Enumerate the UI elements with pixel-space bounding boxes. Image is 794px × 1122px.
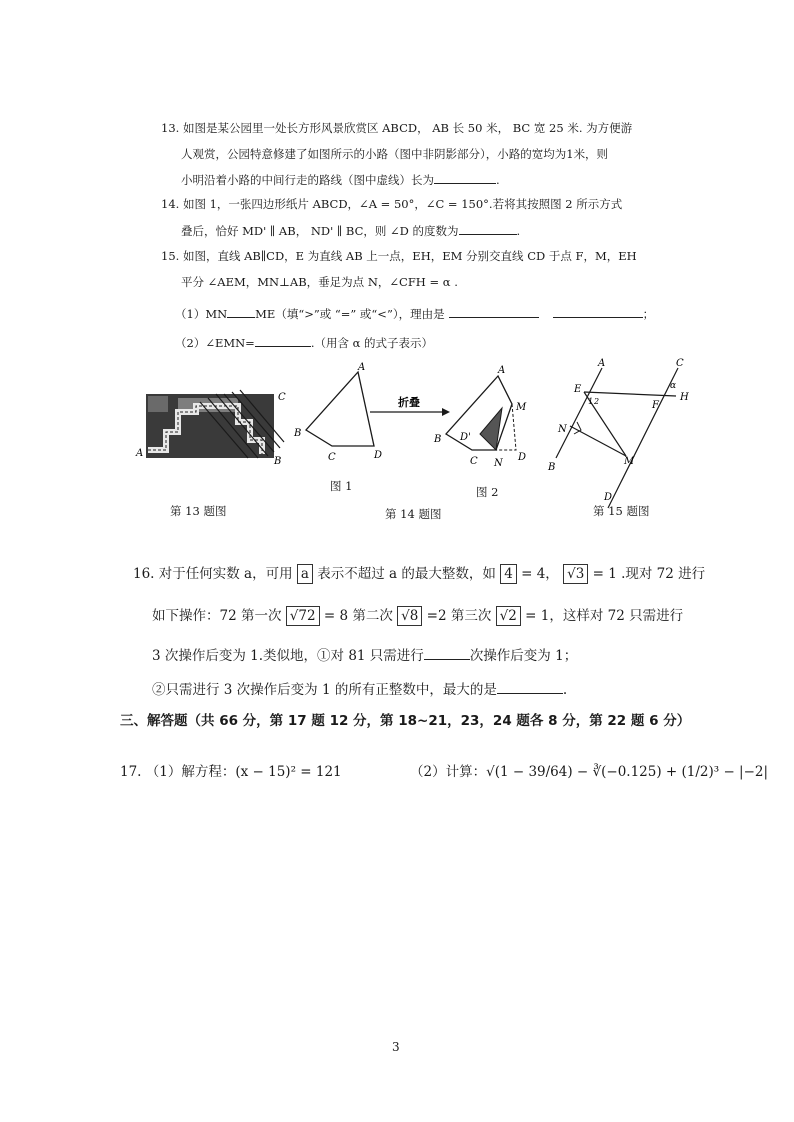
fig15-label-alpha: α (670, 381, 677, 391)
fig15-label-angle2: 2 (594, 397, 600, 406)
fig14-2-label-dprime: D' (460, 432, 471, 443)
q13-answer-blank (434, 171, 496, 184)
q15-reason-blank-1 (449, 305, 539, 318)
q16-line1-c: = 4， (521, 566, 559, 582)
fig13-label-b: B (274, 456, 282, 467)
fig14-arrow-label: 折叠 (398, 396, 420, 409)
fig15-caption: 第 15 题图 (593, 504, 650, 518)
section-3-title: 三、解答题（共 66 分，第 17 题 12 分，第 18~21，23，24 题各 8 分，第 22 题 6 分） (120, 713, 691, 729)
figure-15 (548, 358, 689, 503)
fig15-line-eh (584, 392, 676, 396)
q16-line1 (133, 564, 705, 584)
q16-line2-a: 如下操作：72 第一次 (152, 608, 282, 624)
fig15-line-cd (608, 368, 678, 508)
fig15-label-d: D (604, 492, 613, 503)
q15-part2-blank (255, 334, 311, 347)
q15-line2: 平分 ∠AEM，MN⊥AB，垂足为点 N，∠CFH = α . (181, 275, 458, 289)
fig14-2-label-n: N (494, 458, 503, 469)
q15-part1-mid: ME（填“>”或 “=” 或“<”），理由是 (255, 307, 445, 321)
q15-part1-end: ； (642, 307, 655, 321)
figure-14 (290, 362, 540, 487)
q14-line1: 14. 如图 1，一张四边形纸片 ABCD，∠A = 50°，∠C = 150°.若将其按照图 2 所示方式 (161, 197, 623, 211)
fig14-arrowhead (442, 408, 450, 416)
fig15-label-angle1: 1 (588, 397, 594, 406)
fig15-label-m: M (624, 456, 635, 467)
fig13-label-c: C (278, 392, 286, 403)
fig14-2-label-b: B (434, 434, 442, 445)
q15-part2-text: （2）∠EMN= (175, 336, 255, 350)
q15-part1-text: （1）MN (175, 307, 228, 321)
q16-floor-4: 4 (500, 564, 517, 584)
fig14-2-label-d: D (518, 452, 527, 463)
q14-line2-end: . (516, 224, 521, 238)
fig14-1-label-a: A (358, 362, 366, 373)
fig14-1-label-b: B (294, 428, 302, 439)
fig15-line-mn (570, 426, 626, 456)
fig14-label-2: 图 2 (476, 485, 499, 499)
fig15-label-h: H (680, 392, 689, 403)
q13-line3-end: . (496, 173, 500, 187)
q15-part1-blank (227, 305, 255, 318)
fig13-patch (148, 396, 168, 412)
fig14-2-label-c: C (470, 456, 478, 467)
fig14-quadrilateral-1 (306, 372, 374, 446)
fig14-1-label-c: C (328, 452, 336, 463)
q15-part2-end: .（用含 α 的式子表示） (310, 336, 434, 350)
q16-floor-sqrt72: √72 (286, 606, 320, 626)
q16-line1-b: 表示不超过 a 的最大整数，如 (317, 566, 496, 582)
fig15-label-n: N (558, 424, 567, 435)
page-number: 3 (392, 1040, 400, 1054)
q16-line4-a: ②只需进行 3 次操作后变为 1 的所有正整数中，最大的是 (152, 682, 497, 698)
fig15-right-angle-mark (574, 422, 581, 434)
q16-line3-b: 次操作后变为 1； (469, 648, 578, 664)
fig14-quadrilateral-2 (446, 376, 512, 450)
q14-line2-text: 叠后，恰好 MD' ∥ AB， ND' ∥ BC，则 ∠D 的度数为 (181, 224, 459, 238)
fig15-label-b: B (548, 462, 556, 473)
q13-line1: 13. 如图是某公园里一处长方形风景欣赏区 ABCD， AB 长 50 米， BC 宽 25 米. 为方便游 (161, 121, 633, 135)
q15-part1 (175, 305, 654, 322)
q15-part2 (175, 334, 433, 351)
fig15-label-f: F (652, 400, 659, 411)
fig13-caption: 第 13 题图 (170, 504, 227, 518)
q16-line2-b: = 8 第二次 (323, 608, 393, 624)
fig15-label-e: E (574, 384, 582, 395)
q16-line2 (152, 606, 683, 626)
fig14-1-label-d: D (374, 450, 383, 461)
q16-floor-sqrt8: √8 (397, 606, 422, 626)
q16-line3 (152, 646, 577, 666)
q15-reason-blank-2 (553, 305, 643, 318)
fig14-caption: 第 14 题图 (385, 507, 442, 521)
fig14-label-1: 图 1 (330, 479, 353, 493)
q16-line4 (152, 680, 567, 700)
fig14-2-label-a: A (498, 365, 506, 376)
q16-answer2-blank (497, 681, 563, 694)
q16-floor-sqrt2: √2 (496, 606, 521, 626)
q16-line4-b: . (562, 682, 568, 698)
q15-line1: 15. 如图，直线 AB∥CD，E 为直线 AB 上一点，EH，EM 分别交直线 CD 于点 F，M，EH (161, 249, 637, 263)
q14-answer-blank (459, 222, 517, 235)
q16-floor-a: a (297, 564, 313, 584)
q16-floor-sqrt3: √3 (563, 564, 588, 584)
q16-answer1-blank (424, 647, 470, 660)
q17-part2: （2）计算：√(1 − 39/64) − ∛(−0.125) + (1/2)³ − |−2| (410, 764, 769, 780)
q16-line2-c: =2 第三次 (426, 608, 492, 624)
q17-part1: 17. （1）解方程：(x − 15)² = 121 (120, 764, 342, 780)
q13-line3-text: 小明沿着小路的中间行走的路线（图中虚线）长为 (181, 173, 434, 187)
figure-13 (138, 388, 288, 468)
q13-line2: 人观赏，公园特意修建了如图所示的小路（图中非阴影部分），小路的宽均为1米，则 (181, 147, 609, 161)
q16-line1-a: 16. 对于任何实数 a，可用 (133, 566, 293, 582)
q16-line2-d: = 1，这样对 72 只需进行 (525, 608, 684, 624)
q16-line3-a: 3 次操作后变为 1.类似地，①对 81 只需进行 (152, 648, 424, 664)
q13-line3 (181, 171, 500, 188)
fig15-label-a: A (598, 358, 606, 369)
fig13-label-a: A (136, 448, 144, 459)
fig15-line-ab (556, 368, 602, 458)
q14-line2 (181, 222, 520, 239)
fig14-2-label-m: M (516, 402, 527, 413)
fig15-label-c: C (676, 358, 684, 369)
q16-line1-d: = 1 .现对 72 进行 (592, 566, 706, 582)
